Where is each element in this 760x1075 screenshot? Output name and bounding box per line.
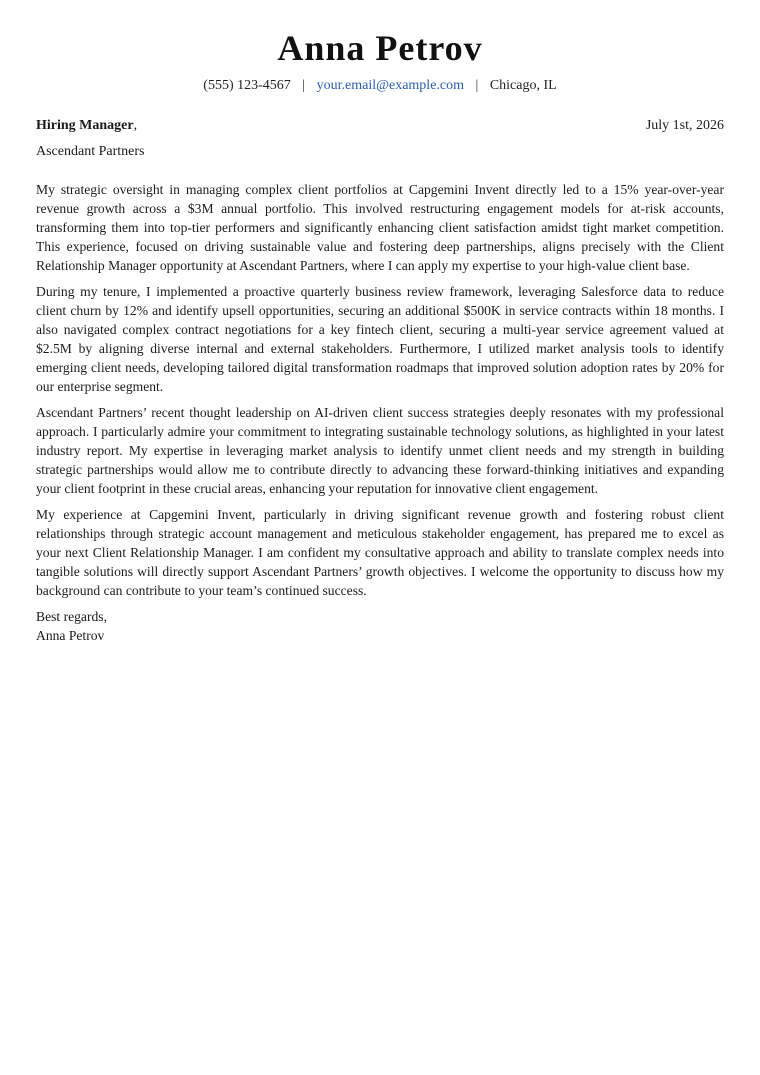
phone-number: (555) 123-4567 <box>203 78 291 93</box>
contact-line <box>36 77 724 95</box>
letter-closing <box>36 607 724 645</box>
email-link[interactable]: your.email@example.com <box>316 78 465 93</box>
body-paragraph-1: My strategic oversight in managing complex client portfolios at Capgemini Invent directly led to a 15% year-over-year revenue growth across a $3M annual portfolio. This involved restructuring engagement models for at-risk accounts, transforming them into top-tier performers and significantly enhancing client satisfaction amidst tight market competition. This experience, focused on driving sustainable value and fostering deep partnerships, aligns precisely with the Client Relationship Manager opportunity at Ascendant Partners, where I can apply my expertise to your high-value client base. <box>36 182 724 273</box>
body-paragraph-2: During my tenure, I implemented a proactive quarterly business review framework, leveraging Salesforce data to reduce client churn by 12% and identify upsell opportunities, securing an additional $500K in service contracts within 18 months. I also navigated complex contract negotiations for a key fintech client, securing a multi-year service agreement valued at $2.5M by aligning diverse internal and external stakeholders. Furthermore, I utilized market analysis tools to identify emerging client needs, developing tailored digital transformation roadmaps that improved solution adoption rates by 20% for our enterprise segment. <box>36 284 724 394</box>
recipient-company: Ascendant Partners <box>36 144 145 159</box>
recipient-title: Hiring Manager <box>36 118 134 133</box>
location: Chicago, IL <box>489 78 557 93</box>
closing-salutation: Best regards, <box>36 609 107 624</box>
contact-separator: | <box>475 78 479 93</box>
body-paragraph-4: My experience at Capgemini Invent, particularly in driving significant revenue growth and fostering robust client relationships through strategic account management and meticulous stakeholder engagement, has prepared me to excel as your next Client Relationship Manager. I am confident my consultative approach and ability to translate complex needs into tangible solutions will directly support Ascendant Partners’ growth objectives. I welcome the opportunity to discuss how my background can contribute to your team’s continued success. <box>36 507 724 598</box>
recipient-row <box>36 117 724 135</box>
recipient-greeting <box>36 117 137 135</box>
letter-body <box>36 180 724 600</box>
contact-separator: | <box>302 78 306 93</box>
closing-signature: Anna Petrov <box>36 628 105 643</box>
recipient-title-comma: , <box>133 118 138 133</box>
applicant-name: Anna Petrov <box>277 28 483 68</box>
letter-date: July 1st, 2026 <box>645 118 724 133</box>
body-paragraph-3: Ascendant Partners’ recent thought leadership on AI-driven client success strategies deeply resonates with my professional approach. I particularly admire your commitment to integrating sustainable technology solutions, as highlighted in your latest industry report. My expertise in leveraging market analysis to identify unmet client needs and my strength in building strategic partnerships would allow me to contribute directly to advancing these forward-thinking initiatives and expanding your client footprint in these crucial areas, enhancing your reputation for innovative client engagement. <box>36 405 724 496</box>
